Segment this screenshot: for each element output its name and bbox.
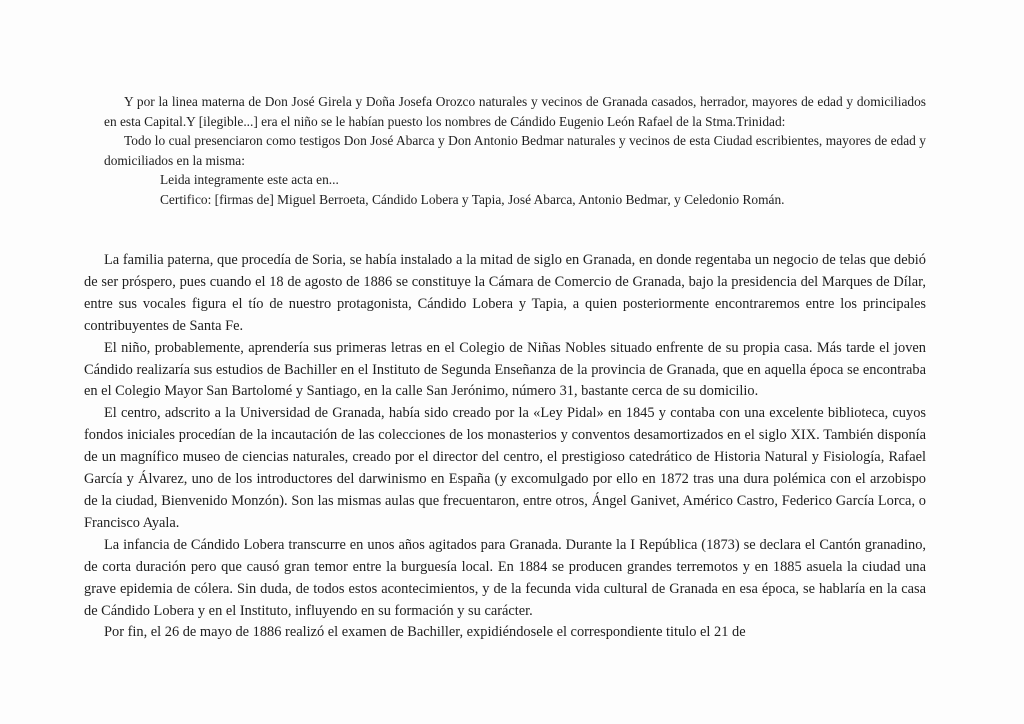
quote-paragraph: Leida integramente este acta en... [160, 172, 339, 188]
quoted-certificate [104, 92, 926, 210]
quote-paragraph: Certifico: [firmas de] Miguel Berroeta, Cándido Lobera y Tapia, José Abarca, Antonio Bedmar, y Celedonio Román. [160, 191, 785, 207]
quote-paragraph: Y por la linea materna de Don José Girela y Doña Josefa Orozco naturales y vecinos de Granada casados, herrador, mayores de edad y domiciliados en esta Capital.Y [ilegible...] era el niño se le habían puesto los nombres de Cándido Eugenio León Rafael de la Stma.Trinidad: [104, 94, 926, 129]
body-paragraph: Por fin, el 26 de mayo de 1886 realizó el examen de Bachiller, expidiéndosele el correspondiente titulo el 21 de [104, 624, 746, 641]
body-paragraph: La infancia de Cándido Lobera transcurre en unos años agitados para Granada. Durante la I República (1873) se declara el Cantón granadino, de corta duración pero que causó gran temor entre la burguesía local. En 1884 se producen grandes terremotos y en 1885 asuela la ciudad una grave epidemia de cólera. Sin duda, de todos estos acontecimientos, y de la fecunda vida cultural de Granada en esa época, se hablaría en la casa de Cándido Lobera y en el Instituto, influyendo en su formación y su carácter. [84, 536, 926, 619]
body-text [84, 250, 926, 644]
body-paragraph: La familia paterna, que procedía de Soria, se había instalado a la mitad de siglo en Granada, en donde regentaba un negocio de telas que debió de ser próspero, pues cuando el 18 de agosto de 1886 se constituye la Cámara de Comercio de Granada, bajo la presidencia del Marques de Dílar, entre sus vocales figura el tío de nuestro protagonista, Cándido Lobera y Tapia, a quien posteriormente encontraremos entre los principales contribuyentes de Santa Fe. [84, 252, 926, 334]
body-paragraph: El niño, probablemente, aprendería sus primeras letras en el Colegio de Niñas Nobles situado enfrente de su propia casa. Más tarde el joven Cándido realizaría sus estudios de Bachiller en el Instituto de Segunda Enseñanza de la provincia de Granada, que en aquella época se encontraba en el Colegio Mayor San Bartolomé y Santiago, en la calle San Jerónimo, número 31, bastante cerca de su domicilio. [84, 339, 926, 400]
quote-paragraph: Todo lo cual presenciaron como testigos Don José Abarca y Don Antonio Bedmar naturales y vecinos de esta Ciudad escribientes, mayores de edad y domiciliados en la misma: [104, 133, 926, 168]
body-paragraph: El centro, adscrito a la Universidad de Granada, había sido creado por la «Ley Pidal» en 1845 y contaba con una excelente biblioteca, cuyos fondos iniciales procedían de la incautación de las colecciones de los monasterios y conventos desamortizados en el siglo XIX. También disponía de un magnífico museo de ciencias naturales, creado por el director del centro, el prestigioso catedrático de Historia Natural y Fisiología, Rafael García y Álvarez, uno de los introductores del darwinismo en España (y excomulgado por ello en 1872 tras una dura polémica con el arzobispo de la ciudad, Bienvenido Monzón). Son las mismas aulas que frecuentaron, entre otros, Ángel Ganivet, Américo Castro, Federico García Lorca, o Francisco Ayala. [84, 405, 926, 531]
